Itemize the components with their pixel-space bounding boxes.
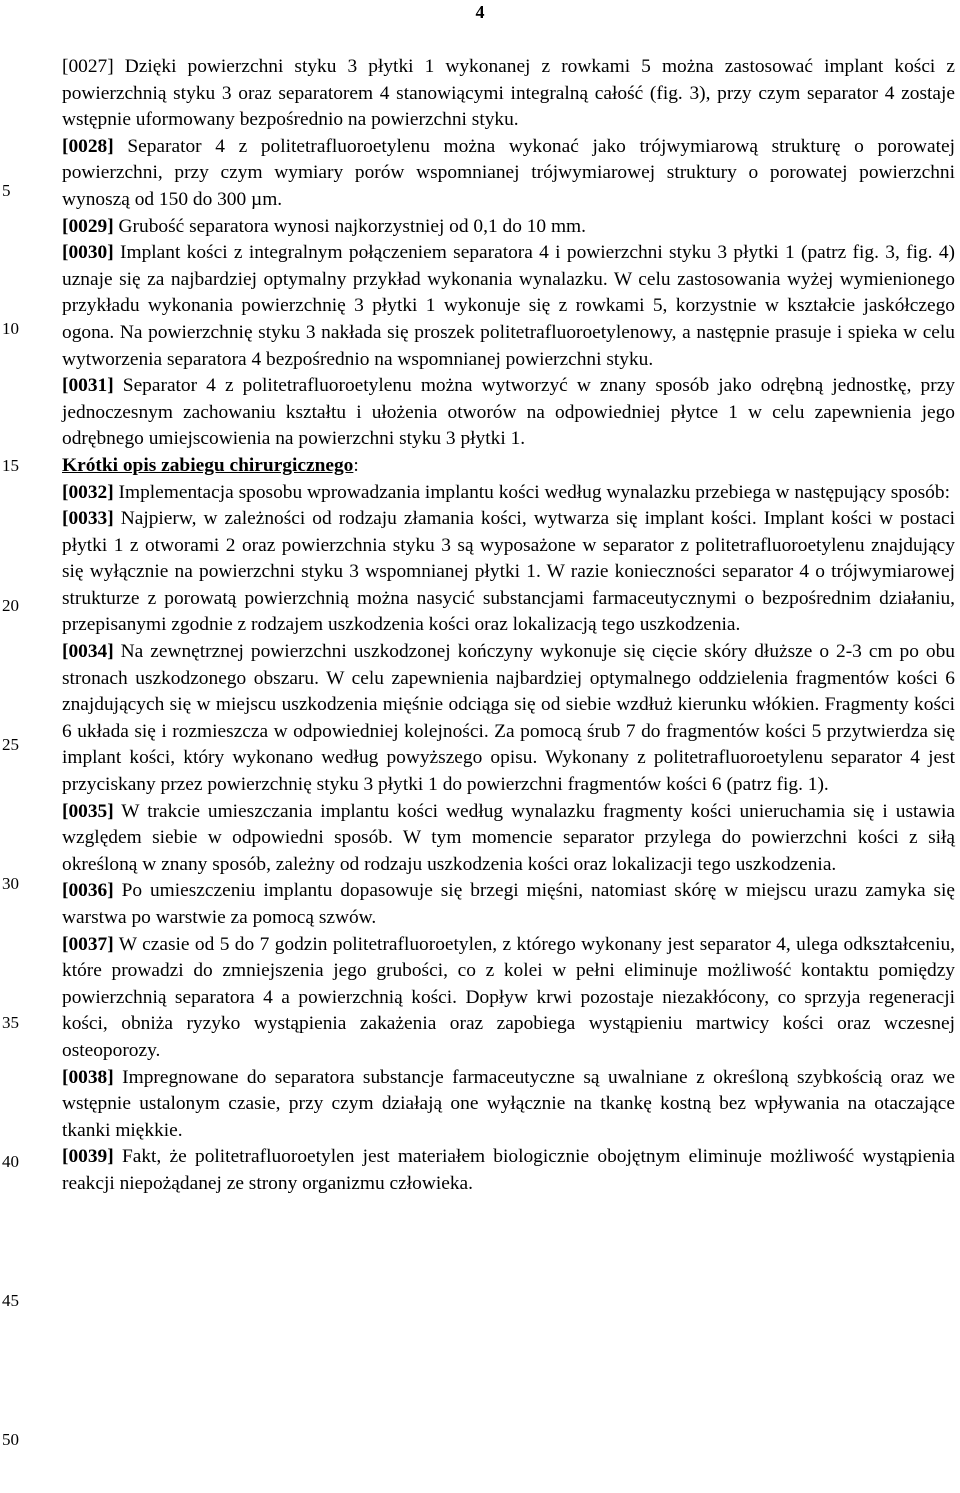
paragraph-number: [0028]	[62, 135, 114, 157]
line-number: 5	[2, 181, 11, 200]
line-number: 35	[2, 1013, 19, 1032]
paragraph-0034	[62, 639, 955, 799]
paragraph-0028	[62, 134, 955, 214]
paragraph-number: [0031]	[62, 375, 114, 397]
paragraph-number: [0029]	[62, 215, 114, 237]
paragraph-0029	[62, 214, 955, 241]
paragraph-text: Implementacja sposobu wprowadzania implantu kości według wynalazku przebiega w następujący sposób:	[113, 481, 950, 503]
paragraph-0036	[62, 878, 955, 931]
paragraph-number: [0030]	[62, 242, 114, 264]
paragraph-0027	[62, 54, 955, 134]
paragraph-0030	[62, 240, 955, 373]
paragraph-text: Separator 4 z politetrafluoroetylenu można wytworzyć w znany sposób jako odrębną jednostkę, przy jednoczesnym zachowaniu kształtu i ułożenia otworów na odpowiedniej płytce 1 w celu zapewnienia jego odrębnego umiejscowienia na powierzchni styku 3 płytki 1.	[62, 375, 955, 450]
paragraph-number: [0035]	[62, 800, 114, 822]
paragraph-text: Fakt, że politetrafluoroetylen jest materiałem biologicznie obojętnym eliminuje możliwość wystąpienia reakcji niepożądanej ze strony organizmu człowieka.	[62, 1146, 955, 1194]
paragraph-text: Impregnowane do separatora substancje farmaceutyczne są uwalniane z określoną szybkością oraz we wstępnie ustalonym czasie, przy czym działają one wyłącznie na tkankę kostną bez wpływania na otaczające tkanki miękkie.	[62, 1066, 955, 1141]
paragraph-text: Separator 4 z politetrafluoroetylenu można wykonać jako trójwymiarową strukturę o porowatej powierzchni, przy czym wymiary porów wspomnianej trójwymiarowej struktury o porowatej powierzchni wynoszą od 150 do 300 µm.	[62, 135, 955, 210]
paragraph-number: [0038]	[62, 1066, 114, 1088]
line-number: 15	[2, 456, 19, 475]
document-body	[62, 54, 955, 1198]
line-number-gutter	[0, 0, 40, 1493]
paragraph-text: Po umieszczeniu implantu dopasowuje się brzegi mięśni, natomiast skórę w miejscu urazu zamyka się warstwa po warstwie za pomocą szwów.	[62, 880, 955, 928]
line-number: 10	[2, 319, 19, 338]
paragraph-0037	[62, 932, 955, 1065]
line-number: 45	[2, 1291, 19, 1310]
paragraph-0035	[62, 799, 955, 879]
line-number: 25	[2, 735, 19, 754]
section-heading-label: Krótki opis zabiegu chirurgicznego	[62, 454, 354, 476]
paragraph-text: Najpierw, w zależności od rodzaju złamania kości, wytwarza się implant kości. Implant kości w postaci płytki 1 z otworami 2 oraz powierzchnia styku 3 są wyposażone w separator z politetrafluoroetylenu znajdujący się wyłącznie na powierzchni styku 3 wspomnianej płytki 1. W razie konieczności separator 4 o trójwymiarowej strukturze z porowatą powierzchnią można nasycić substancjami farmaceutycznymi o bezpośrednim działaniu, przepisanymi zgodnie z rodzajem uszkodzenia kości oraz lokalizacją tego uszkodzenia.	[62, 508, 955, 636]
paragraph-number: [0039]	[62, 1146, 114, 1168]
paragraph-0038	[62, 1065, 955, 1145]
paragraph-number: [0036]	[62, 880, 114, 902]
section-heading-colon: :	[353, 454, 359, 476]
paragraph-0039	[62, 1144, 955, 1197]
paragraph-text: W czasie od 5 do 7 godzin politetrafluoroetylen, z którego wykonany jest separator 4, ulega odkształceniu, które prowadzi do zmniejszenia jego grubości, co z kolei w pełni eliminuje możliwość kontaktu pomiędzy powierzchnią separatora 4 a powierzchnią kości. Dopływ krwi pozostaje niezakłócony, co sprzyja regeneracji kości, obniża ryzyko wystąpienia zakażenia oraz zapobiega wystąpieniu martwicy kości oraz wczesnej osteoporozy.	[62, 933, 955, 1061]
paragraph-0032	[62, 480, 955, 507]
paragraph-0033	[62, 506, 955, 639]
page-number: 4	[475, 2, 485, 22]
line-number: 30	[2, 874, 19, 893]
paragraph-text: [0027] Dzięki powierzchni styku 3 płytki 1 wykonanej z rowkami 5 można zastosować implant kości z powierzchnią styku 3 oraz separatorem 4 stanowiącymi integralną całość (fig. 3), przy czym separator 4 zostaje wstępnie uformowany bezpośrednio na powierzchni styku.	[62, 56, 955, 131]
paragraph-number: [0033]	[62, 508, 114, 530]
paragraph-number: [0037]	[62, 933, 114, 955]
paragraph-text: W trakcie umieszczania implantu kości według wynalazku fragmenty kości unieruchamia się i ustawia względem siebie w odpowiedni sposób. W tym momencie separator przylega do powierzchni kości z siłą określoną w znany sposób, zależny od rodzaju uszkodzenia kości oraz lokalizacji tego uszkodzenia.	[62, 800, 955, 875]
paragraph-text: Implant kości z integralnym połączeniem separatora 4 i powierzchni styku 3 płytki 1 (patrz fig. 3, fig. 4) uznaje się za najbardziej optymalny przykład wykonania wynalazku. W celu zastosowania wyżej wymienionego przykładu wykonania powierzchnię 3 płytki 1 wykonuje się z rowkami 5, korzystnie w kształcie jaskółczego ogona. Na powierzchnię styku 3 nakłada się proszek politetrafluoroetylenowy, a następnie prasuje i spieka w celu wytworzenia separatora 4 bezpośrednio na wspomnianej powierzchni styku.	[62, 242, 955, 370]
line-number: 40	[2, 1152, 19, 1171]
paragraph-text: Na zewnętrznej powierzchni uszkodzonej kończyny wykonuje się cięcie skóry dłuższe o 2-3 cm po obu stronach uszkodzonego obszaru. W celu zapewnienia najbardziej optymalnego oddzielenia fragmentów kości 6 znajdujących się w miejscu uszkodzenia mięśnie odciąga się od siebie wzdłuż kierunku włókien. Fragmenty kości 6 układa się i rozmieszcza w odpowiedniej kolejności. Za pomocą śrub 7 do fragmentów kości 5 przytwierdza się implant kości, który wykonano według powyższego opisu. Wykonany z politetrafluoroetylenu separator 4 jest przyciskany przez powierzchnię styku 3 płytki 1 do powierzchni fragmentów kości 6 (patrz fig. 1).	[62, 641, 955, 796]
line-number: 20	[2, 596, 19, 615]
paragraph-text: Grubość separatora wynosi najkorzystniej od 0,1 do 10 mm.	[113, 215, 586, 237]
paragraph-0031	[62, 373, 955, 453]
section-heading	[62, 453, 955, 480]
paragraph-number: [0034]	[62, 641, 114, 663]
paragraph-number: [0032]	[62, 481, 114, 503]
line-number: 50	[2, 1430, 19, 1449]
